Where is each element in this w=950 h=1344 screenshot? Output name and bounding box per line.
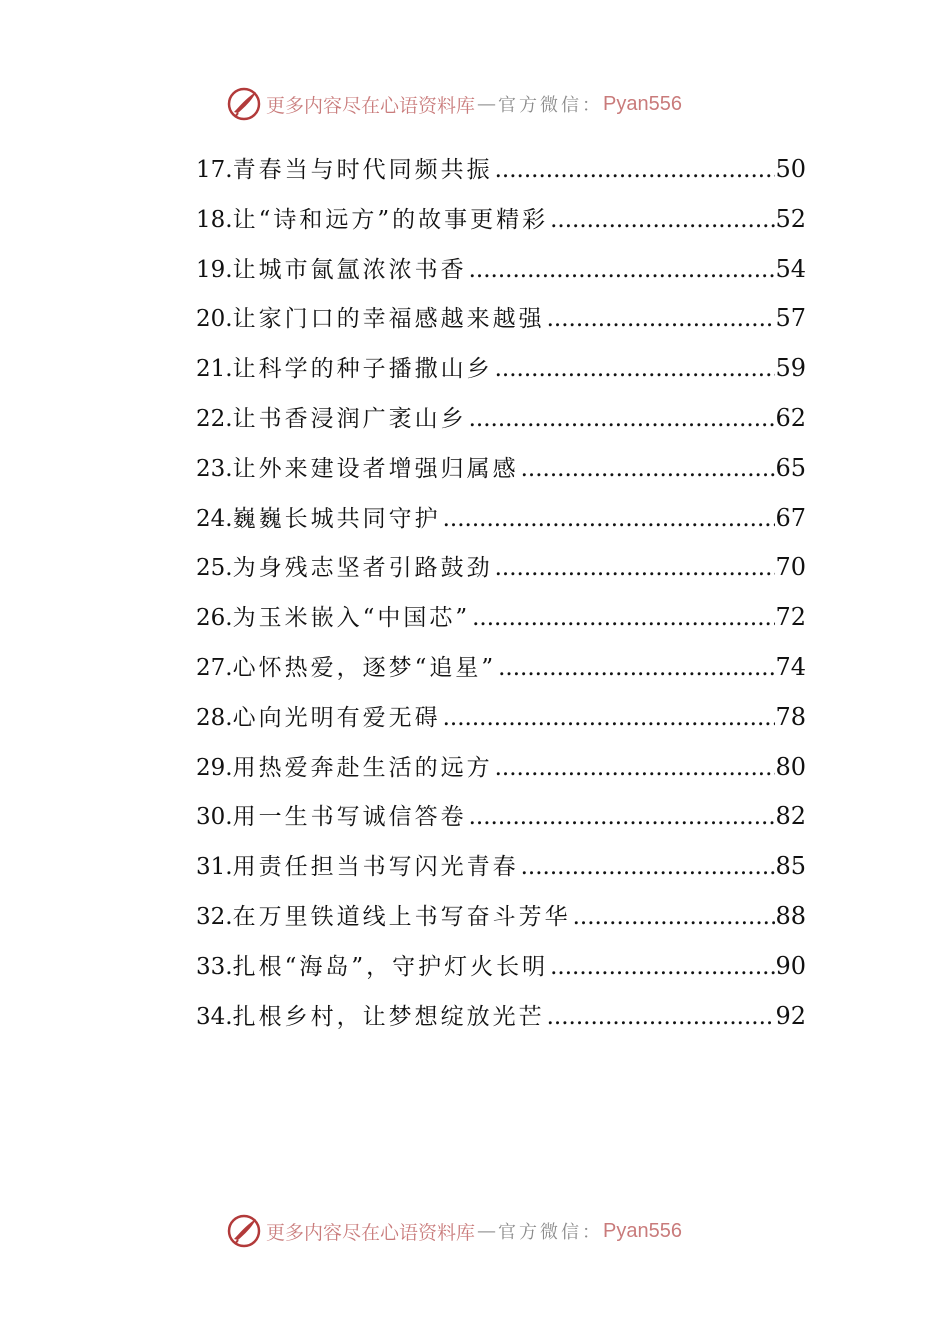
toc-entry-page: 65 xyxy=(775,453,806,482)
toc-entry-title: 用责任担当书写闪光青春 xyxy=(232,854,519,881)
toc-entry-number: 20. xyxy=(196,306,233,333)
toc-entry-title: 扎根乡村，让梦想绽放光芒 xyxy=(232,1003,545,1030)
header-banner-text: 更多内容尽在心语资料库 xyxy=(266,94,476,117)
toc-entry-number: 23. xyxy=(196,455,233,482)
toc-entry-page: 88 xyxy=(775,901,806,930)
header-wechat-id: Pyan556 xyxy=(603,92,682,115)
toc-entry[interactable] xyxy=(196,695,806,745)
toc-entry[interactable] xyxy=(196,844,806,894)
toc-entry-number: 18. xyxy=(196,206,233,233)
toc-entry[interactable] xyxy=(196,745,806,795)
toc-dot-leader xyxy=(493,347,776,391)
toc-entry-number: 29. xyxy=(196,754,233,781)
toc-entry-page: 70 xyxy=(775,553,806,582)
toc-entry-title: 用一生书写诚信答卷 xyxy=(232,804,467,831)
header-banner xyxy=(226,84,726,124)
toc-entry-title: 让“诗和远方”的故事更精彩 xyxy=(232,206,549,233)
toc-entry-number: 25. xyxy=(196,555,233,582)
toc-entry-title: 在万里铁道线上书写奋斗芳华 xyxy=(232,903,571,930)
toc-entry[interactable] xyxy=(196,346,806,396)
footer-banner-text: 更多内容尽在心语资料库 xyxy=(266,1221,476,1244)
toc-entry[interactable] xyxy=(196,147,806,197)
toc-entry-page: 52 xyxy=(775,204,806,233)
toc-entry-title: 让书香浸润广袤山乡 xyxy=(232,405,467,432)
toc-dot-leader xyxy=(467,795,776,839)
toc-dot-leader xyxy=(571,895,776,939)
toc-dot-leader xyxy=(545,995,776,1039)
toc-entry-page: 78 xyxy=(775,702,806,731)
toc-entry-title: 青春当与时代同频共振 xyxy=(232,157,493,183)
toc-entry-number: 31. xyxy=(196,854,233,881)
toc-entry-page: 92 xyxy=(775,1001,806,1030)
toc-entry-title: 让城市氤氲浓浓书香 xyxy=(232,256,467,283)
toc-entry-number: 32. xyxy=(196,903,233,930)
toc-dot-leader xyxy=(496,646,775,690)
toc-entry-title: 让科学的种子播撒山乡 xyxy=(232,356,493,383)
toc-entry[interactable] xyxy=(196,446,806,496)
toc-entry[interactable] xyxy=(196,645,806,695)
toc-entry-page: 80 xyxy=(775,752,806,781)
toc-entry-page: 59 xyxy=(775,354,806,383)
toc-entry-page: 90 xyxy=(775,951,806,980)
toc-entry-page: 62 xyxy=(775,403,806,432)
toc-entry-number: 28. xyxy=(196,704,233,731)
toc-dot-leader xyxy=(470,596,775,640)
table-of-contents xyxy=(196,147,806,1043)
footer-banner xyxy=(226,1211,726,1251)
header-wechat-label: 官方微信： xyxy=(498,95,604,116)
toc-dot-leader xyxy=(519,447,776,491)
toc-entry-title: 为玉米嵌入“中国芯” xyxy=(232,605,471,632)
toc-dot-leader xyxy=(493,546,776,590)
toc-dot-leader xyxy=(545,297,776,341)
toc-entry-number: 34. xyxy=(196,1003,233,1030)
header-banner-dash: — xyxy=(477,93,497,115)
toc-entry[interactable] xyxy=(196,894,806,944)
toc-entry-number: 33. xyxy=(196,953,233,980)
toc-entry-title: 为身残志坚者引路鼓劲 xyxy=(232,555,493,582)
toc-entry-number: 21. xyxy=(196,356,233,383)
toc-dot-leader xyxy=(493,148,776,192)
toc-entry-page: 74 xyxy=(775,652,806,681)
toc-entry-number: 30. xyxy=(196,804,233,831)
toc-entry-title: 心向光明有爱无碍 xyxy=(232,704,441,731)
toc-entry-number: 22. xyxy=(196,405,233,432)
toc-entry[interactable] xyxy=(196,994,806,1044)
toc-entry-page: 82 xyxy=(775,802,806,831)
toc-dot-leader xyxy=(519,845,776,889)
toc-entry-number: 19. xyxy=(196,256,233,283)
toc-entry[interactable] xyxy=(196,496,806,546)
toc-dot-leader xyxy=(441,696,776,740)
toc-entry-page: 67 xyxy=(775,503,806,532)
toc-entry[interactable] xyxy=(196,595,806,645)
toc-dot-leader xyxy=(548,198,775,242)
toc-entry-page: 57 xyxy=(775,304,806,333)
toc-dot-leader xyxy=(493,746,776,790)
toc-dot-leader xyxy=(467,397,776,441)
toc-entry[interactable] xyxy=(196,197,806,247)
footer-wechat-id: Pyan556 xyxy=(603,1219,682,1242)
toc-entry-title: 巍巍长城共同守护 xyxy=(232,505,441,532)
toc-entry-title: 扎根“海岛”，守护灯火长明 xyxy=(232,953,549,980)
footer-banner-dash: — xyxy=(477,1220,497,1242)
toc-entry[interactable] xyxy=(196,944,806,994)
toc-entry-number: 17. xyxy=(196,157,233,183)
toc-entry-page: 85 xyxy=(775,852,806,881)
toc-entry-number: 26. xyxy=(196,605,233,632)
toc-entry[interactable] xyxy=(196,296,806,346)
toc-entry-number: 24. xyxy=(196,505,233,532)
toc-entry-title: 让外来建设者增强归属感 xyxy=(232,455,519,482)
quill-logo-icon xyxy=(226,86,262,122)
toc-entry-number: 27. xyxy=(196,654,233,681)
toc-entry-page: 72 xyxy=(775,603,806,632)
toc-entry-page: 50 xyxy=(775,155,806,183)
toc-entry[interactable] xyxy=(196,545,806,595)
footer-wechat-label: 官方微信： xyxy=(498,1222,604,1243)
toc-entry-title: 让家门口的幸福感越来越强 xyxy=(232,306,545,333)
toc-entry[interactable] xyxy=(196,396,806,446)
toc-dot-leader xyxy=(441,497,776,541)
toc-entry-page: 54 xyxy=(775,254,806,283)
toc-entry-title: 用热爱奔赴生活的远方 xyxy=(232,754,493,781)
toc-entry-title: 心怀热爱，逐梦“追星” xyxy=(232,654,497,681)
toc-dot-leader xyxy=(467,248,776,292)
toc-dot-leader xyxy=(548,945,775,989)
toc-entry[interactable] xyxy=(196,794,806,844)
toc-entry[interactable] xyxy=(196,247,806,297)
quill-logo-icon xyxy=(226,1213,262,1249)
